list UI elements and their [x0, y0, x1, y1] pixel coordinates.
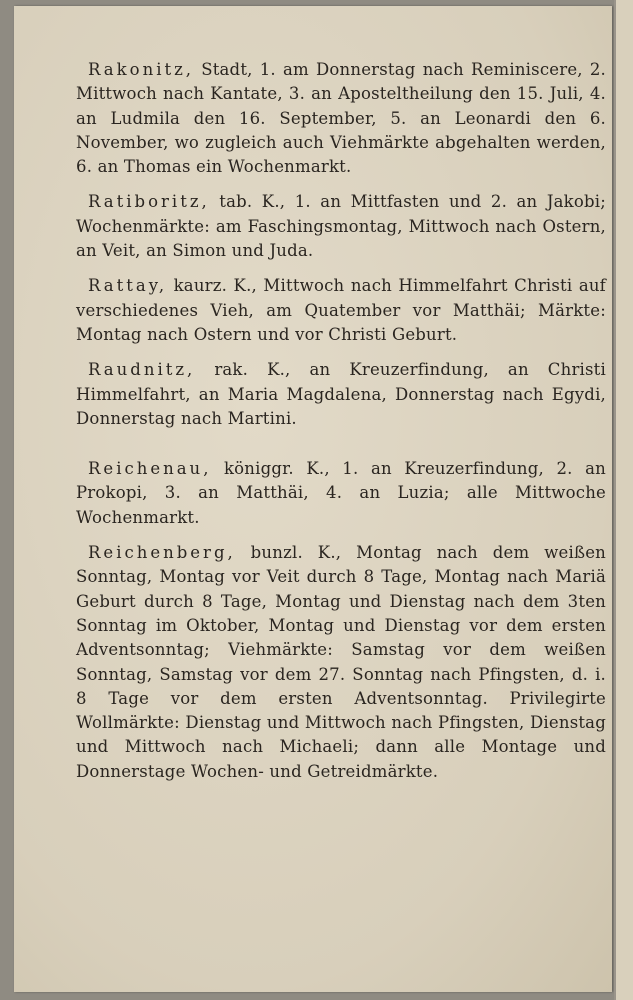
page-body-text	[76, 58, 606, 795]
place-name: Rattay,	[88, 276, 168, 296]
market-entry-reichenberg	[76, 541, 606, 784]
market-entry-ratiboritz	[76, 190, 606, 263]
place-name: Reichenau,	[88, 459, 212, 479]
entry-text: bunzl. K., Montag nach dem weißen Sonntag, Montag vor Veit durch 8 Tage, Montag nach Mariä Geburt durch 8 Tage, Montag und Dienstag nach dem 3ten Sonntag im Oktober, Montag und Dienstag vor dem ersten Adventsonntag; Viehmärkte: Samstag vor dem weißen Sonntag, Samstag vor dem 27. Sonntag nach Pfingsten, d. i. 8 Tage vor dem ersten Adventsonntag. Privilegirte Wollmärkte: Dienstag und Mittwoch nach Pfingsten, Dienstag und Mittwoch nach Michaeli; dann alle Montage und Donnerstage Wochen- und Getreidmärkte.	[76, 543, 606, 781]
entry-text: königgr. K., 1. an Kreuzerfindung, 2. an Prokopi, 3. an Matthäi, 4. an Luzia; alle Mittwoche Wochenmarkt.	[76, 459, 606, 527]
market-entry-raudnitz	[76, 358, 606, 431]
entry-text: kaurz. K., Mittwoch nach Himmelfahrt Christi auf verschiedenes Vieh, am Quatember vor Matthäi; Märkte: Montag nach Ostern und vor Christi Geburt.	[76, 276, 606, 344]
place-name: Rakonitz,	[88, 60, 195, 79]
place-name: Raudnitz,	[88, 360, 196, 380]
entry-text: tab. K., 1. an Mittfasten und 2. an Jakobi; Wochenmärkte: am Faschingsmontag, Mittwoch nach Ostern, an Veit, an Simon und Juda.	[76, 192, 607, 261]
entry-text: rak. K., an Kreuzerfindung, an Christi Himmelfahrt, an Maria Magdalena, Donnerstag nach Egydi, Donnerstag nach Martini.	[76, 360, 606, 428]
entry-text: Stadt, 1. am Donnerstag nach Reminiscere, 2. Mittwoch nach Kantate, 3. an Aposteltheilung den 15. Juli, 4. an Ludmila den 16. September, 5. an Leonardi den 6. November, wo zugleich auch Viehmärkte abgehalten werden, 6. an Thomas ein Wochenmarkt.	[76, 60, 607, 177]
market-entry-reichenau	[76, 457, 606, 530]
place-name: Ratiboritz,	[88, 192, 210, 212]
market-entry-rattay	[76, 274, 606, 347]
place-name: Reichenberg,	[88, 543, 236, 563]
market-entry-rakonitz	[76, 58, 606, 179]
adjacent-page-edge	[614, 0, 633, 1000]
